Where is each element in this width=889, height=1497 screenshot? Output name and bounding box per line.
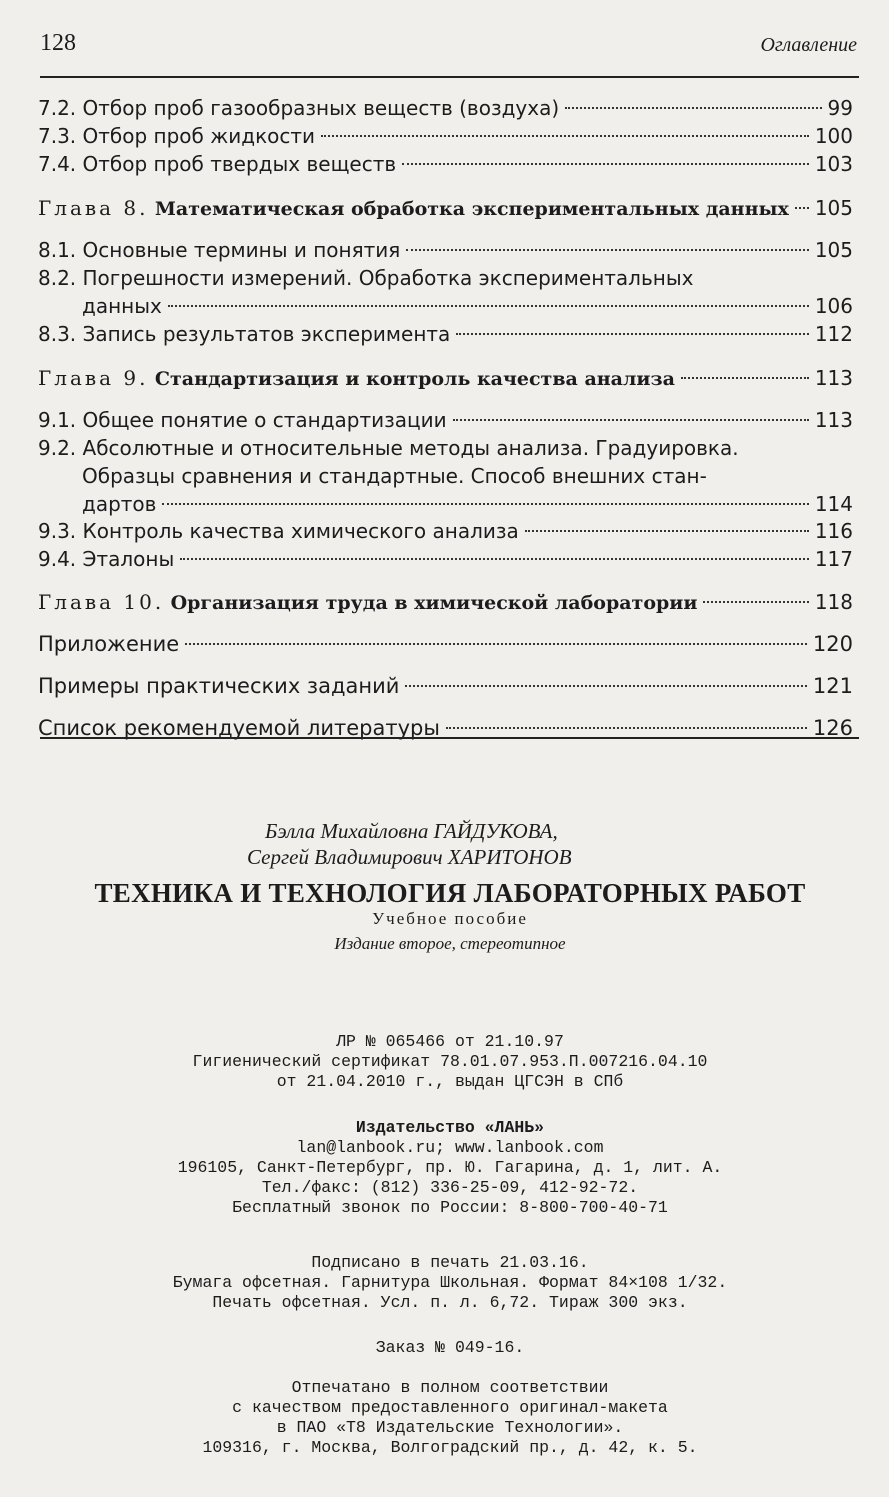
running-title: Оглавление: [760, 34, 857, 56]
printer-block: Отпечатано в полном соответствии с качеством предоставленного оригинал-макета в ПАО «Т8 Издательские Технологии». 109316, г. Москва, Волгоградский пр., д. 42, к. 5.: [202, 1378, 698, 1457]
toc-entry: Примеры практических заданий 121: [38, 674, 853, 698]
page-number: 128: [40, 30, 76, 56]
toc-chapter-entry: Глава 9. Стандартизация и контроль качества анализа 113: [38, 366, 853, 390]
toc-chapter-entry: Глава 8. Математическая обработка экспериментальных данных 105: [38, 196, 853, 220]
author-1: Бэлла Михайловна ГАЙДУКОВА,: [265, 819, 558, 843]
toc-entry: 7.3. Отбор проб жидкости 100: [38, 124, 853, 148]
header-rule: [40, 76, 859, 78]
toc-entry: 8.2. Погрешности измерений. Обработка экспериментальных данных 106: [38, 266, 853, 318]
toc-chapter-entry: Глава 10. Организация труда в химической лаборатории 118: [38, 590, 853, 614]
license-block: ЛР № 065466 от 21.10.97 Гигиенический сертификат 78.01.07.953.П.007216.04.10 от 21.04.2010 г., выдан ЦГСЭН в СПб: [192, 1032, 708, 1091]
toc-entry: Список рекомендуемой литературы 126: [38, 716, 853, 740]
toc-entry: 7.2. Отбор проб газообразных веществ (воздуха) 99: [38, 96, 853, 120]
toc-entry: 9.4. Эталоны 117: [38, 547, 853, 571]
publisher-name: Издательство «ЛАНЬ»: [355, 1118, 545, 1137]
toc-entry: 9.2. Абсолютные и относительные методы анализа. Градуировка. Образцы сравнения и стандартные. Способ внешних стан- дартов 114: [38, 436, 853, 516]
toc-entry: 9.1. Общее понятие о стандартизации 113: [38, 408, 853, 432]
order-number: Заказ № 049-16.: [375, 1338, 525, 1357]
publisher-block: Издательство «ЛАНЬ» lan@lanbook.ru; www.lanbook.com 196105, Санкт-Петербург, пр. Ю. Гагарина, д. 1, лит. А. Тел./факс: (812) 336-25-09, 412-92-72. Бесплатный звонок по России: 8-800-700-40-71: [0, 1118, 889, 1218]
toc-entry: 9.3. Контроль качества химического анализа 116: [38, 519, 853, 543]
book-type: Учебное пособие: [372, 909, 528, 928]
toc-entry: 8.3. Запись результатов эксперимента 112: [38, 322, 853, 346]
authors: [247, 818, 572, 870]
toc-entry: Приложение 120: [38, 632, 853, 656]
toc-entry: 7.4. Отбор проб твердых веществ 103: [38, 152, 853, 176]
edition: Издание второе, стереотипное: [334, 934, 566, 953]
author-2: Сергей Владимирович ХАРИТОНОВ: [247, 845, 572, 869]
section-divider: [40, 737, 859, 739]
print-info-block: Подписано в печать 21.03.16. Бумага офсетная. Гарнитура Школьная. Формат 84×108 1/32. Печать офсетная. Усл. п. л. 6,72. Тираж 300 экз.: [172, 1253, 728, 1312]
toc-entry: 8.1. Основные термины и понятия 105: [38, 238, 853, 262]
book-title: ТЕХНИКА И ТЕХНОЛОГИЯ ЛАБОРАТОРНЫХ РАБОТ: [94, 878, 806, 908]
